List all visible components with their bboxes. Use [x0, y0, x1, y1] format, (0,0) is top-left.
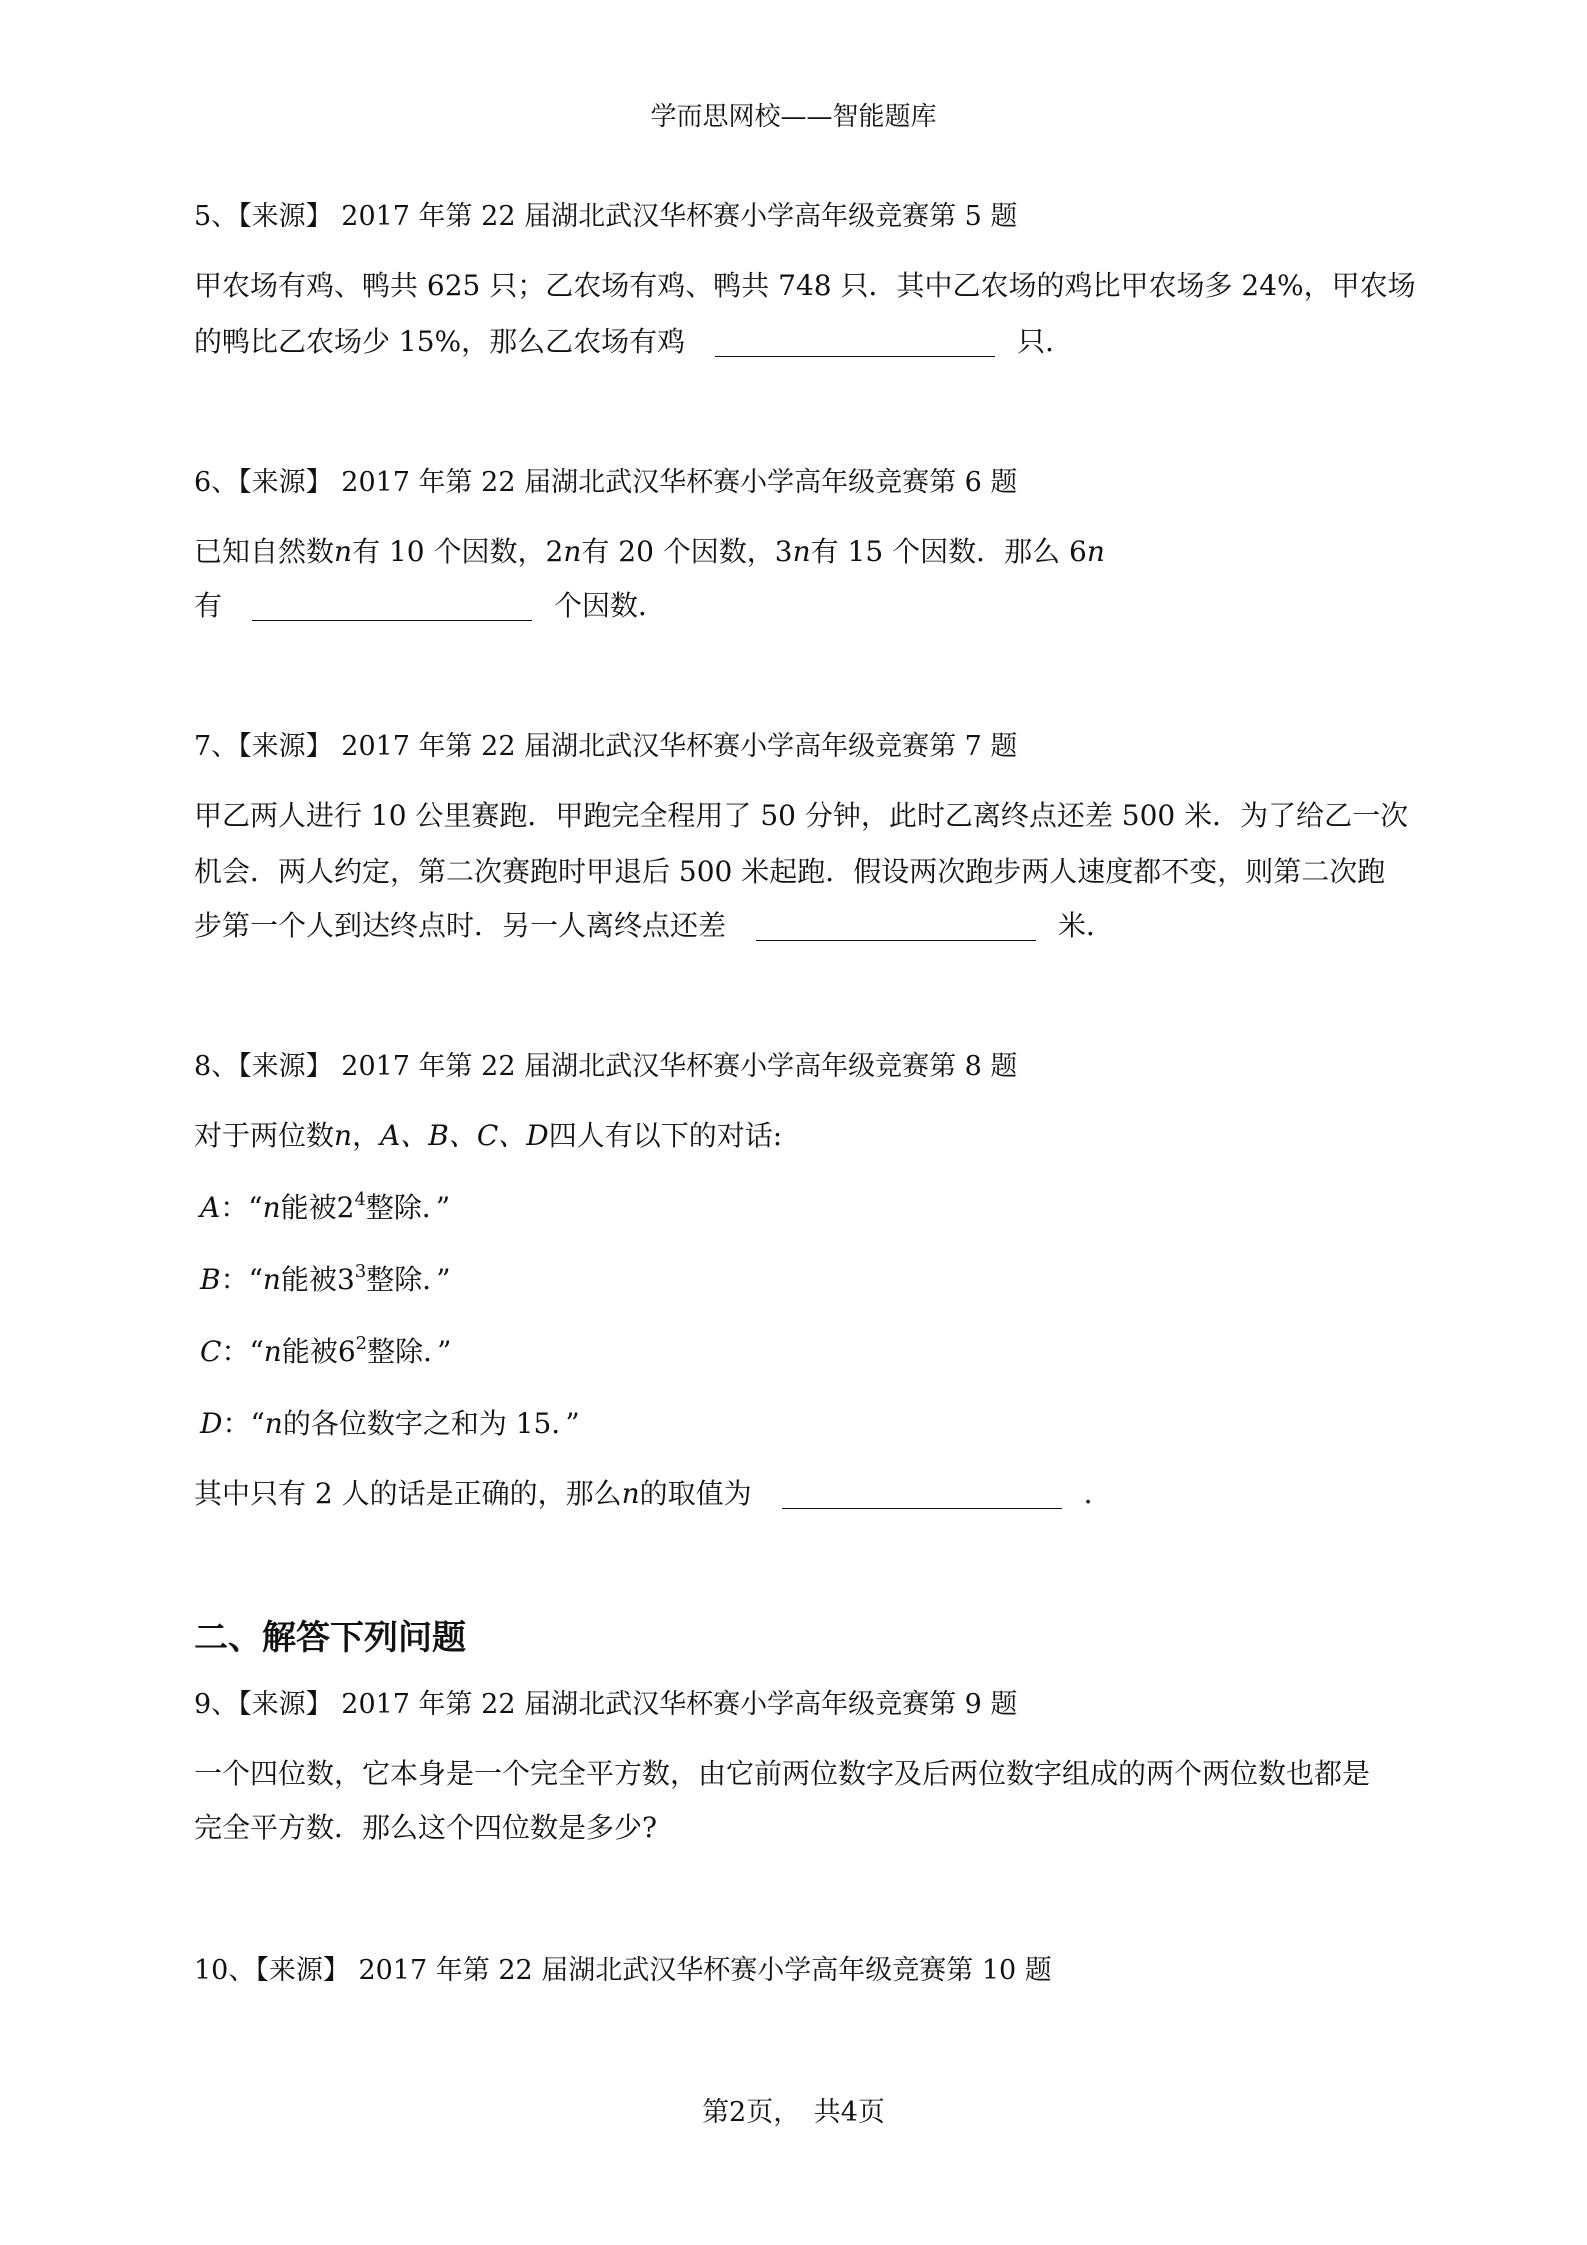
statement-b-open: ：“: [220, 1263, 263, 1296]
q8-intro-vars: A、B、C、D: [380, 1119, 549, 1152]
statement-d-var-n: n: [264, 1407, 283, 1440]
question-7-line-2: 机会．两人约定，第二次赛跑时甲退后 500 米起跑．假设两次跑步两人速度都不变，则第二次跑: [194, 855, 1386, 888]
section-title: 二、解答下列问题: [194, 1618, 466, 1658]
statement-a-text: 能被2: [280, 1191, 355, 1224]
q6-text-c: 有 20 个因数，3: [581, 535, 793, 568]
question-6-source: 6、【来源】 2017 年第 22 届湖北武汉华杯赛小学高年级竞赛第 6 题: [194, 467, 1018, 498]
q7-line3-pre: 步第一个人到达终点时．另一人离终点还差: [194, 909, 727, 942]
answer-blank-5[interactable]: [715, 328, 995, 357]
statement-b-close: 整除．”: [366, 1263, 451, 1296]
q6-line2-post: 个因数．: [554, 589, 667, 622]
q8-intro-a: 对于两位数: [194, 1119, 335, 1152]
q6-text-a: 已知自然数: [194, 535, 335, 568]
statement-a-open: ：“: [220, 1191, 263, 1224]
answer-blank-7[interactable]: [756, 912, 1036, 941]
statement-c-open: ：“: [221, 1335, 264, 1368]
statement-d-text: 的各位数字之和为 15．”: [282, 1407, 580, 1440]
statement-d: [200, 1402, 580, 1442]
statement-c-label: C: [200, 1335, 222, 1368]
statement-b-exponent: 3: [354, 1261, 367, 1282]
statement-c-var-n: n: [263, 1335, 282, 1368]
statement-b-var-n: n: [262, 1263, 281, 1296]
question-7-line-3: [194, 904, 1114, 944]
question-5-unit: 只．: [1017, 325, 1074, 358]
question-5-source: 5、【来源】 2017 年第 22 届湖北武汉华杯赛小学高年级竞赛第 5 题: [194, 201, 1018, 232]
question-5-line-2: [194, 320, 1073, 360]
q6-var-n4: n: [1086, 535, 1105, 568]
q6-text-b: 有 10 个因数，2: [352, 535, 564, 568]
q8-intro-b: ，: [352, 1119, 381, 1152]
statement-a-var-n: n: [262, 1191, 281, 1224]
statement-d-label: D: [200, 1407, 223, 1440]
question-7-source: 7、【来源】 2017 年第 22 届湖北武汉华杯赛小学高年级竞赛第 7 题: [194, 731, 1018, 762]
q6-var-n3: n: [792, 535, 811, 568]
question-7-line-1: 甲乙两人进行 10 公里赛跑．甲跑完全程用了 50 分钟，此时乙离终点还差 500 米．为了给乙一次: [194, 799, 1409, 832]
question-10-source: 10、【来源】 2017 年第 22 届湖北武汉华杯赛小学高年级竞赛第 10 题: [194, 1955, 1052, 1986]
question-9-source: 9、【来源】 2017 年第 22 届湖北武汉华杯赛小学高年级竞赛第 9 题: [194, 1689, 1018, 1720]
statement-c-close: 整除．”: [367, 1335, 452, 1368]
statement-a: [200, 1186, 450, 1226]
q7-line3-post: 米．: [1058, 909, 1115, 942]
statement-b: [200, 1258, 451, 1298]
question-8-final: [194, 1472, 1112, 1512]
statement-b-text: 能被3: [280, 1263, 355, 1296]
q8-final-var-n: n: [621, 1477, 640, 1510]
question-8-intro: [194, 1114, 782, 1154]
question-6-line-1: [194, 530, 1105, 570]
q6-text-d: 有 15 个因数．那么 6: [810, 535, 1087, 568]
q8-final-pre: 其中只有 2 人的话是正确的，那么: [194, 1477, 622, 1510]
statement-c-exponent: 2: [355, 1333, 368, 1354]
q8-intro-var-n: n: [334, 1119, 353, 1152]
statement-c: [200, 1330, 451, 1370]
q6-var-n2: n: [563, 535, 582, 568]
q8-final-mid: 的取值为: [639, 1477, 752, 1510]
question-5-line-2-text: 的鸭比乙农场少 15%，那么乙农场有鸡: [194, 325, 686, 358]
page-footer: 第2页， 共4页: [702, 2097, 885, 2128]
statement-d-open: ：“: [222, 1407, 265, 1440]
question-9-line-1: 一个四位数，它本身是一个完全平方数，由它前两位数字及后两位数字组成的两个两位数也都是: [194, 1757, 1371, 1790]
statement-a-exponent: 4: [354, 1189, 366, 1210]
statement-b-label: B: [200, 1263, 221, 1296]
q6-line2-pre: 有: [194, 589, 223, 622]
q8-final-post: ．: [1083, 1477, 1112, 1510]
statement-a-label: A: [200, 1191, 221, 1224]
answer-blank-8[interactable]: [782, 1480, 1062, 1509]
question-6-line-2: [194, 584, 666, 624]
question-8-source: 8、【来源】 2017 年第 22 届湖北武汉华杯赛小学高年级竞赛第 8 题: [194, 1051, 1018, 1082]
statement-a-close: 整除．”: [365, 1191, 451, 1224]
question-5-line-1: 甲农场有鸡、鸭共 625 只；乙农场有鸡、鸭共 748 只．其中乙农场的鸡比甲农场多 24%，甲农场: [194, 269, 1416, 302]
q8-intro-c: 四人有以下的对话:: [548, 1119, 783, 1152]
answer-blank-6[interactable]: [252, 592, 532, 621]
page-header: 学而思网校——智能题库: [650, 102, 937, 132]
q6-var-n1: n: [334, 535, 353, 568]
statement-c-text: 能被6: [281, 1335, 356, 1368]
question-9-line-2: 完全平方数．那么这个四位数是多少?: [194, 1811, 658, 1844]
